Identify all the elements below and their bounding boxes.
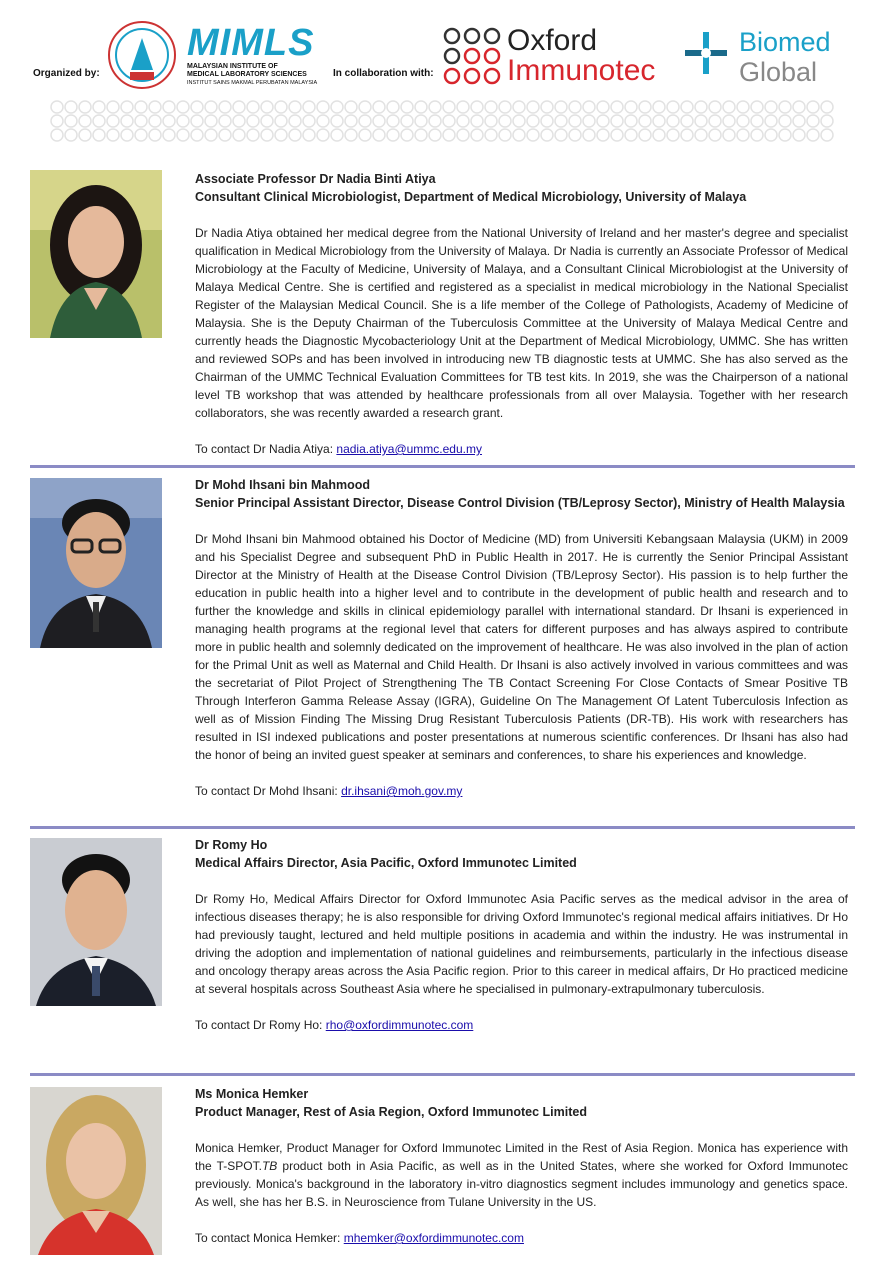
speaker-contact: To contact Dr Nadia Atiya: nadia.atiya@ummc.edu.my [195, 442, 482, 456]
profile-photo-romy [30, 838, 162, 1006]
profile-photo-nadia [30, 170, 162, 338]
profile-photo-monica [30, 1087, 162, 1255]
speaker-role: Senior Principal Assistant Director, Disease Control Division (TB/Leprosy Sector), Ministry of Health Malaysia [195, 496, 845, 510]
decorative-circle-pattern [50, 100, 840, 142]
email-link[interactable]: rho@oxfordimmunotec.com [325, 1018, 474, 1032]
mimls-subtitle: INSTITUT SAINS MAKMAL PERUBATAN MALAYSIA [187, 80, 318, 86]
speaker-contact: To contact Dr Mohd Ihsani: dr.ihsani@moh.gov.my [195, 784, 463, 798]
mimls-wordmark: MIMLS [187, 22, 315, 64]
profile-text-ihsani [195, 476, 848, 800]
email-link[interactable]: mhemker@oxfordimmunotec.com [343, 1231, 524, 1245]
oxford-wordmark: Oxford [507, 24, 598, 57]
speaker-name: Dr Romy Ho [195, 838, 268, 852]
speaker-contact: To contact Dr Romy Ho: rho@oxfordimmunotec.com [195, 1018, 474, 1032]
organized-by-label: Organized by: [33, 68, 100, 79]
speaker-name: Dr Mohd Ihsani bin Mahmood [195, 478, 370, 492]
speaker-role: Product Manager, Rest of Asia Region, Oxford Immunotec Limited [195, 1105, 587, 1119]
collaboration-label: In collaboration with: [333, 68, 434, 79]
global-wordmark: Global [739, 57, 818, 87]
speaker-bio: Dr Romy Ho, Medical Affairs Director for Oxford Immunotec Asia Pacific serves as the medical advisor in the area of infectious diseases therapy; he is also responsible for driving Oxford Immunotec's regional medical affairs initiatives. Dr Ho had previously taught, lectured and held multiple positions in academia and within the industry. He was instrumental in driving the adoption and implementation of national guidelines and reimbursements, particularly in the infectious disease and oncology therapy areas across the Asia Pacific region. Prior to this career in medical affairs, Dr Ho practiced medicine at several hospitals across Southeast Asia where he specialised in pulmonary-extrapulmonary tuberculosis. [195, 892, 848, 996]
biomed-wordmark: Biomed [739, 27, 831, 57]
speaker-name: Associate Professor Dr Nadia Binti Atiya [195, 172, 436, 186]
speaker-role: Consultant Clinical Microbiologist, Department of Medical Microbiology, University of Malaya [195, 190, 747, 204]
profile-text-nadia [195, 170, 848, 458]
section-divider [30, 1073, 855, 1076]
speaker-bio: Dr Nadia Atiya obtained her medical degree from the National University of Ireland and her master's degree and specialist qualification in Medical Microbiology from the University of Malaya. Dr Nadia is currently an Associate Professor of Medical Microbiology at the Faculty of Medicine, University of Malaya, and a Consultant Clinical Microbiologist at the University of Malaya Medical Centre. She is certified and registered as a specialist in medical microbiology in the National Specialist Register of the Malaysian Medical Council. She is a life member of the College of Pathologists, Academy of Medicine of Malaysia. She is the Deputy Chairman of the Tuberculosis Committee at the University of Malaya Medical Centre and currently heads the Diagnostic Mycobacteriology Unit at the Department of Medical Microbiology, UMMC. She has written and reviewed SOPs and has been involved in introducing new TB diagnostic tests at UMMC. She has also served as the Chairman of the UMMC Technical Evaluation Committees for TB test kits. In 2019, she was the Chairperson of a national level TB workshop that was attended by healthcare professionals from all over Malaysia. Together with her research collaborators, she was recently awarded a research grant. [195, 226, 848, 420]
speaker-contact: To contact Monica Hemker: mhemker@oxfordimmunotec.com [195, 1231, 524, 1245]
header [0, 0, 886, 150]
speaker-role: Medical Affairs Director, Asia Pacific, Oxford Immunotec Limited [195, 856, 577, 870]
section-divider [30, 826, 855, 829]
speaker-bio: Monica Hemker, Product Manager for Oxford Immunotec Limited in the Rest of Asia Region. Monica has experience with the T-SPOT.TB product both in Asia Pacific, as well as in the United States, where she worked for Oxford Immunotec previously. Monica's background in the laboratory in-vitro diagnostics segment includes immunology and genetics space. As well, she has her B.S. in Neuroscience from Tulane University in the US. [195, 1141, 849, 1209]
oxford-immunotec-dots-icon [443, 27, 501, 85]
immunotec-wordmark: Immunotec [507, 54, 656, 87]
speaker-name: Ms Monica Hemker [195, 1087, 309, 1101]
mimls-seal-logo [103, 20, 181, 90]
email-link[interactable]: dr.ihsani@moh.gov.my [341, 784, 463, 798]
email-link[interactable]: nadia.atiya@ummc.edu.my [336, 442, 482, 456]
biomed-global-icon [683, 30, 729, 76]
profile-text-romy [195, 836, 848, 1034]
speaker-bio: Dr Mohd Ihsani bin Mahmood obtained his Doctor of Medicine (MD) from Universiti Kebangsaan Malaysia (UKM) in 2009 and his Specialist Degree and subsequent PhD in Public Health in 2017. He is currently the Senior Principal Assistant Director at the Ministry of Health at the Disease Control Division (TB/Leprosy Sector). His passion is to help further the education in public health into a higher level and to contribute in the development of public health and research and to further the knowledge and skills in clinical epidemiology parallel with international standard. Dr Ihsani is experienced in managing health programs at the regional level that caters for different purposes and has always aspired to contribute more in public health and solemnly dedicated on the improvement of healthcare. He was also involved in the plan of action for the Primal Unit as well as Maternal and Child Health. Dr Ihsani is also actively involved in various committees and was the secretariat of Pilot Project of Strengthening The TB Contact Screening For Close Contacts of Smear Positive TB Through Interferon Gamma Release Assay (IGRA), Guideline On The Management Of Latent Tuberculosis Infection as well as of Mission Finding The Missing Drug Resistant Tuberculosis Patients (DR-TB). His work with researchers has resulted in ISI indexed publications and poster presentations at numerous scientific conferences. Dr Ihsani has also had the honor of being an invited guest speaker at seminars and conferences, to share his experiences and knowledge. [195, 532, 848, 762]
profile-text-monica [195, 1085, 848, 1247]
section-divider [30, 465, 855, 468]
profile-photo-ihsani [30, 478, 162, 648]
mimls-fullname: MALAYSIAN INSTITUTE OF MEDICAL LABORATORY SCIENCES [187, 63, 307, 78]
